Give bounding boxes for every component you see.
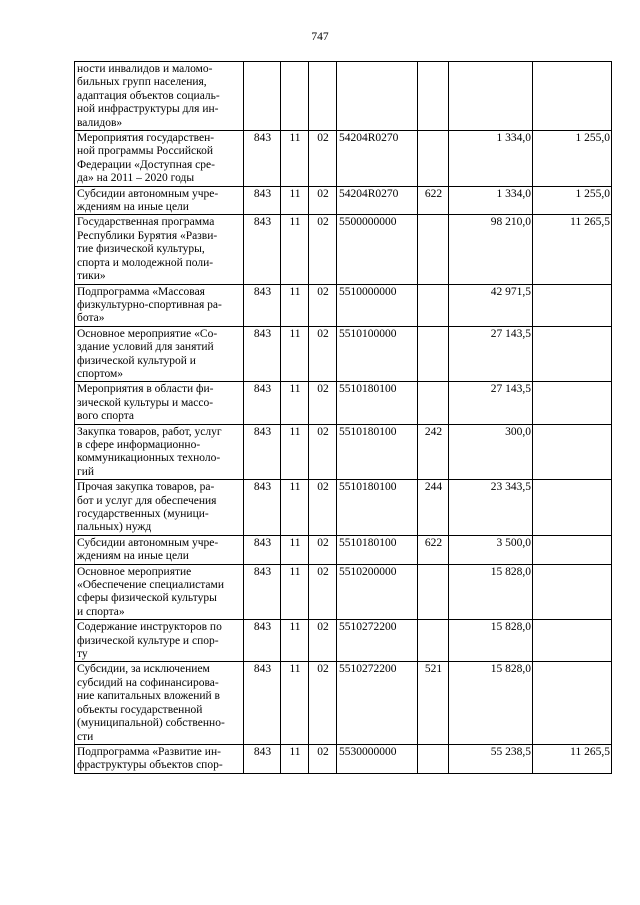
expense-type-code <box>418 62 449 131</box>
target-article-code: 5510000000 <box>337 284 418 326</box>
ministry-code <box>244 62 281 131</box>
amount-total: 1 334,0 <box>449 131 533 187</box>
target-article-code: 5510180100 <box>337 535 418 564</box>
table-row <box>75 424 612 480</box>
section-code: 11 <box>281 382 309 424</box>
section-code: 11 <box>281 620 309 662</box>
section-code: 11 <box>281 480 309 536</box>
subsection-code: 02 <box>309 620 337 662</box>
subsection-code: 02 <box>309 480 337 536</box>
amount-total: 300,0 <box>449 424 533 480</box>
amount-federal <box>533 284 612 326</box>
amount-total: 15 828,0 <box>449 564 533 620</box>
section-code: 11 <box>281 662 309 744</box>
section-code: 11 <box>281 535 309 564</box>
ministry-code: 843 <box>244 662 281 744</box>
section-code: 11 <box>281 744 309 773</box>
item-name: ности инвалидов и маломо- бильных групп населения, адаптация объектов социаль- ной инфраструктуры для ин- валидов» <box>75 62 244 131</box>
table-row <box>75 131 612 187</box>
item-name: Содержание инструкторов по физической культуре и спор- ту <box>75 620 244 662</box>
target-article-code: 5530000000 <box>337 744 418 773</box>
subsection-code: 02 <box>309 382 337 424</box>
subsection-code: 02 <box>309 284 337 326</box>
item-name: Субсидии автономным учре- ждениям на иные цели <box>75 186 244 215</box>
ministry-code: 843 <box>244 284 281 326</box>
page-number: 747 <box>311 31 329 43</box>
amount-federal <box>533 326 612 382</box>
section-code: 11 <box>281 326 309 382</box>
subsection-code: 02 <box>309 186 337 215</box>
subsection-code: 02 <box>309 564 337 620</box>
table-row <box>75 186 612 215</box>
ministry-code: 843 <box>244 620 281 662</box>
section-code: 11 <box>281 424 309 480</box>
amount-total: 98 210,0 <box>449 215 533 284</box>
ministry-code: 843 <box>244 382 281 424</box>
item-name: Государственная программа Республики Бурятия «Разви- тие физической культуры, спорта и молодежной поли- тики» <box>75 215 244 284</box>
amount-federal <box>533 535 612 564</box>
amount-total: 15 828,0 <box>449 662 533 744</box>
section-code: 11 <box>281 564 309 620</box>
target-article-code: 54204R0270 <box>337 186 418 215</box>
ministry-code: 843 <box>244 186 281 215</box>
expense-type-code: 521 <box>418 662 449 744</box>
ministry-code: 843 <box>244 535 281 564</box>
budget-table <box>74 61 612 774</box>
subsection-code: 02 <box>309 535 337 564</box>
amount-federal <box>533 662 612 744</box>
amount-federal <box>533 620 612 662</box>
subsection-code: 02 <box>309 215 337 284</box>
ministry-code: 843 <box>244 326 281 382</box>
target-article-code: 5510100000 <box>337 326 418 382</box>
amount-total: 23 343,5 <box>449 480 533 536</box>
table-row <box>75 620 612 662</box>
table-row <box>75 382 612 424</box>
amount-total: 42 971,5 <box>449 284 533 326</box>
item-name: Субсидии, за исключением субсидий на софинансирова- ние капитальных вложений в объекты государственной (муниципальной) собственно- сти <box>75 662 244 744</box>
expense-type-code: 244 <box>418 480 449 536</box>
ministry-code: 843 <box>244 744 281 773</box>
ministry-code: 843 <box>244 424 281 480</box>
amount-total: 55 238,5 <box>449 744 533 773</box>
section-code <box>281 62 309 131</box>
target-article-code: 5510180100 <box>337 424 418 480</box>
amount-federal <box>533 424 612 480</box>
expense-type-code <box>418 131 449 187</box>
item-name: Мероприятия в области фи- зической культуры и массо- вого спорта <box>75 382 244 424</box>
amount-federal <box>533 62 612 131</box>
item-name: Основное мероприятие «Со- здание условий для занятий физической культурой и спортом» <box>75 326 244 382</box>
amount-federal <box>533 480 612 536</box>
amount-total: 15 828,0 <box>449 620 533 662</box>
subsection-code: 02 <box>309 326 337 382</box>
item-name: Субсидии автономным учре- ждениям на иные цели <box>75 535 244 564</box>
target-article-code: 5510200000 <box>337 564 418 620</box>
amount-federal <box>533 564 612 620</box>
amount-total: 3 500,0 <box>449 535 533 564</box>
table-row <box>75 744 612 773</box>
subsection-code: 02 <box>309 662 337 744</box>
expense-type-code <box>418 215 449 284</box>
amount-federal: 11 265,5 <box>533 744 612 773</box>
section-code: 11 <box>281 215 309 284</box>
expense-type-code <box>418 564 449 620</box>
ministry-code: 843 <box>244 564 281 620</box>
item-name: Подпрограмма «Массовая физкультурно-спортивная ра- бота» <box>75 284 244 326</box>
item-name: Мероприятия государствен- ной программы Российской Федерации «Доступная сре- да» на 2011 – 2020 годы <box>75 131 244 187</box>
table-row <box>75 564 612 620</box>
section-code: 11 <box>281 186 309 215</box>
ministry-code: 843 <box>244 480 281 536</box>
expense-type-code <box>418 382 449 424</box>
amount-total: 27 143,5 <box>449 382 533 424</box>
expense-type-code <box>418 326 449 382</box>
table-row <box>75 480 612 536</box>
target-article-code: 5510272200 <box>337 662 418 744</box>
amount-total: 1 334,0 <box>449 186 533 215</box>
expense-type-code <box>418 744 449 773</box>
amount-federal: 1 255,0 <box>533 186 612 215</box>
table-row <box>75 535 612 564</box>
subsection-code: 02 <box>309 131 337 187</box>
target-article-code: 5510180100 <box>337 382 418 424</box>
subsection-code: 02 <box>309 424 337 480</box>
subsection-code <box>309 62 337 131</box>
amount-total: 27 143,5 <box>449 326 533 382</box>
table-row <box>75 215 612 284</box>
item-name: Закупка товаров, работ, услуг в сфере информационно- коммуникационных техноло- гий <box>75 424 244 480</box>
expense-type-code <box>418 620 449 662</box>
item-name: Прочая закупка товаров, ра- бот и услуг для обеспечения государственных (муници- пальных) нужд <box>75 480 244 536</box>
expense-type-code: 242 <box>418 424 449 480</box>
subsection-code: 02 <box>309 744 337 773</box>
amount-federal: 11 265,5 <box>533 215 612 284</box>
target-article-code: 5510272200 <box>337 620 418 662</box>
amount-federal: 1 255,0 <box>533 131 612 187</box>
expense-type-code <box>418 284 449 326</box>
section-code: 11 <box>281 284 309 326</box>
table-row <box>75 62 612 131</box>
table-row <box>75 662 612 744</box>
section-code: 11 <box>281 131 309 187</box>
table-row <box>75 326 612 382</box>
item-name: Основное мероприятие «Обеспечение специалистами сферы физической культуры и спорта» <box>75 564 244 620</box>
expense-type-code: 622 <box>418 186 449 215</box>
item-name: Подпрограмма «Развитие ин- фраструктуры объектов спор- <box>75 744 244 773</box>
target-article-code: 54204R0270 <box>337 131 418 187</box>
target-article-code: 5510180100 <box>337 480 418 536</box>
target-article-code <box>337 62 418 131</box>
amount-federal <box>533 382 612 424</box>
amount-total <box>449 62 533 131</box>
ministry-code: 843 <box>244 131 281 187</box>
table-row <box>75 284 612 326</box>
expense-type-code: 622 <box>418 535 449 564</box>
ministry-code: 843 <box>244 215 281 284</box>
target-article-code: 5500000000 <box>337 215 418 284</box>
